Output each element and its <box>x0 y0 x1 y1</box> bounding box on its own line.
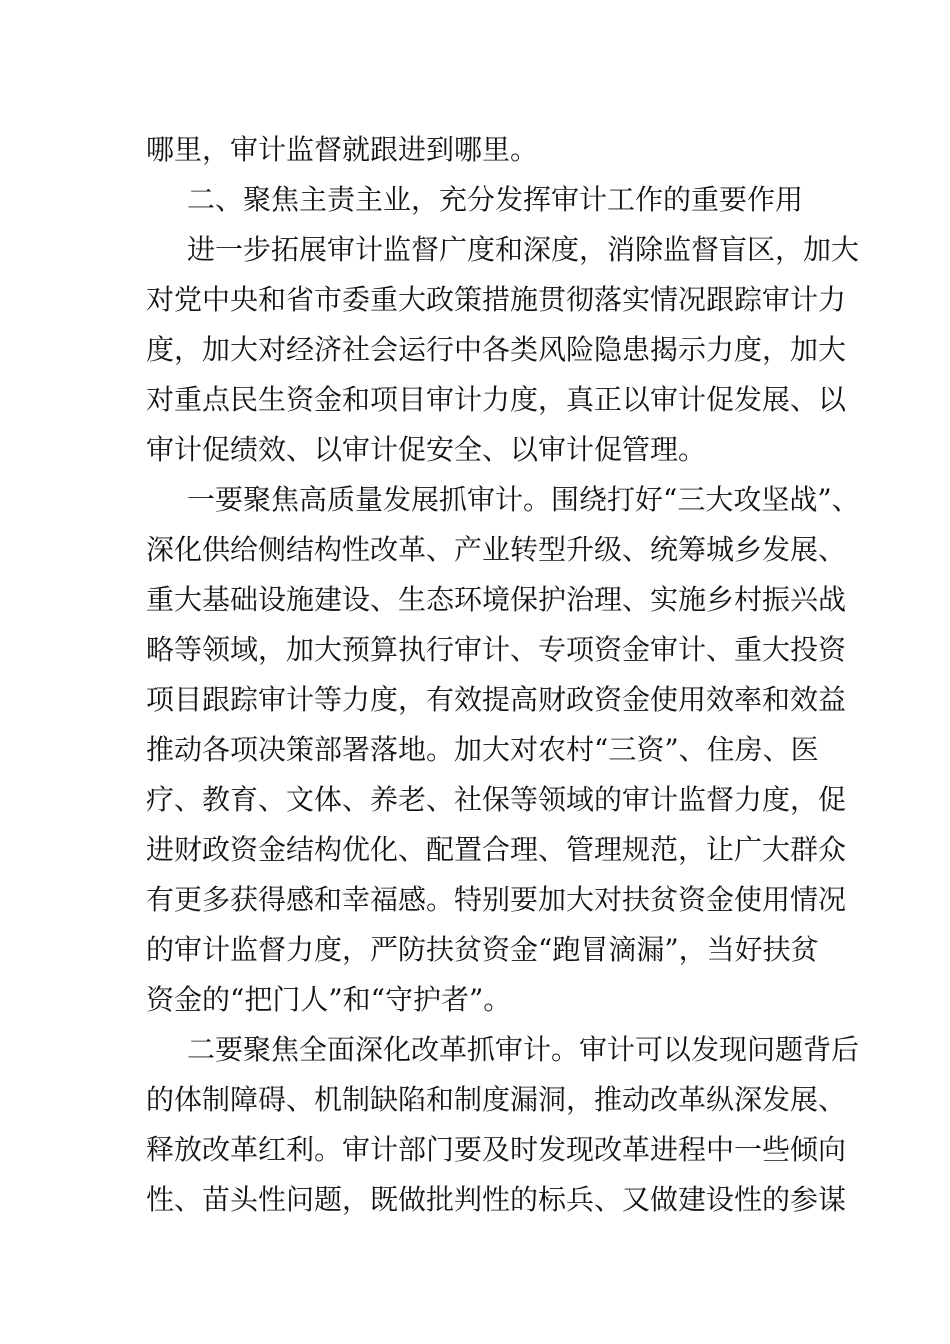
text-line: 性、苗头性问题，既做批判性的标兵、又做建设性的参谋 <box>146 1183 847 1216</box>
text-line: 对重点民生资金和项目审计力度，真正以审计促发展、以 <box>146 383 847 416</box>
text-line: 疗、教育、文体、养老、社保等领域的审计监督力度，促 <box>146 783 847 816</box>
text-line: 释放改革红利。审计部门要及时发现改革进程中一些倾向 <box>146 1133 847 1166</box>
text-line: 的体制障碍、机制缺陷和制度漏洞，推动改革纵深发展、 <box>146 1083 847 1116</box>
text-line: 深化供给侧结构性改革、产业转型升级、统筹城乡发展、 <box>146 533 847 566</box>
text-line: 有更多获得感和幸福感。特别要加大对扶贫资金使用情况 <box>146 883 847 916</box>
text-line: 进一步拓展审计监督广度和深度，消除监督盲区，加大 <box>187 233 860 266</box>
text-line: 的审计监督力度，严防扶贫资金“跑冒滴漏”，当好扶贫 <box>146 933 819 966</box>
section-heading: 二、聚焦主责主业，充分发挥审计工作的重要作用 <box>187 183 804 216</box>
text-line: 度，加大对经济社会运行中各类风险隐患揭示力度，加大 <box>146 333 847 366</box>
text-line: 一要聚焦高质量发展抓审计。围绕打好“三大攻坚战”、 <box>187 483 860 516</box>
text-line: 重大基础设施建设、生态环境保护治理、实施乡村振兴战 <box>146 583 847 616</box>
text-line: 进财政资金结构优化、配置合理、管理规范，让广大群众 <box>146 833 847 866</box>
text-line: 审计促绩效、以审计促安全、以审计促管理。 <box>146 433 707 466</box>
text-line: 推动各项决策部署落地。加大对农村“三资”、住房、医 <box>146 733 819 766</box>
text-line: 略等领域，加大预算执行审计、专项资金审计、重大投资 <box>146 633 847 666</box>
text-line: 项目跟踪审计等力度，有效提高财政资金使用效率和效益 <box>146 683 847 716</box>
text-line: 二要聚焦全面深化改革抓审计。审计可以发现问题背后 <box>187 1033 860 1066</box>
text-line: 资金的“把门人”和“守护者”。 <box>146 983 512 1016</box>
text-line: 哪里，审计监督就跟进到哪里。 <box>146 133 539 166</box>
text-line: 对党中央和省市委重大政策措施贯彻落实情况跟踪审计力 <box>146 283 847 316</box>
